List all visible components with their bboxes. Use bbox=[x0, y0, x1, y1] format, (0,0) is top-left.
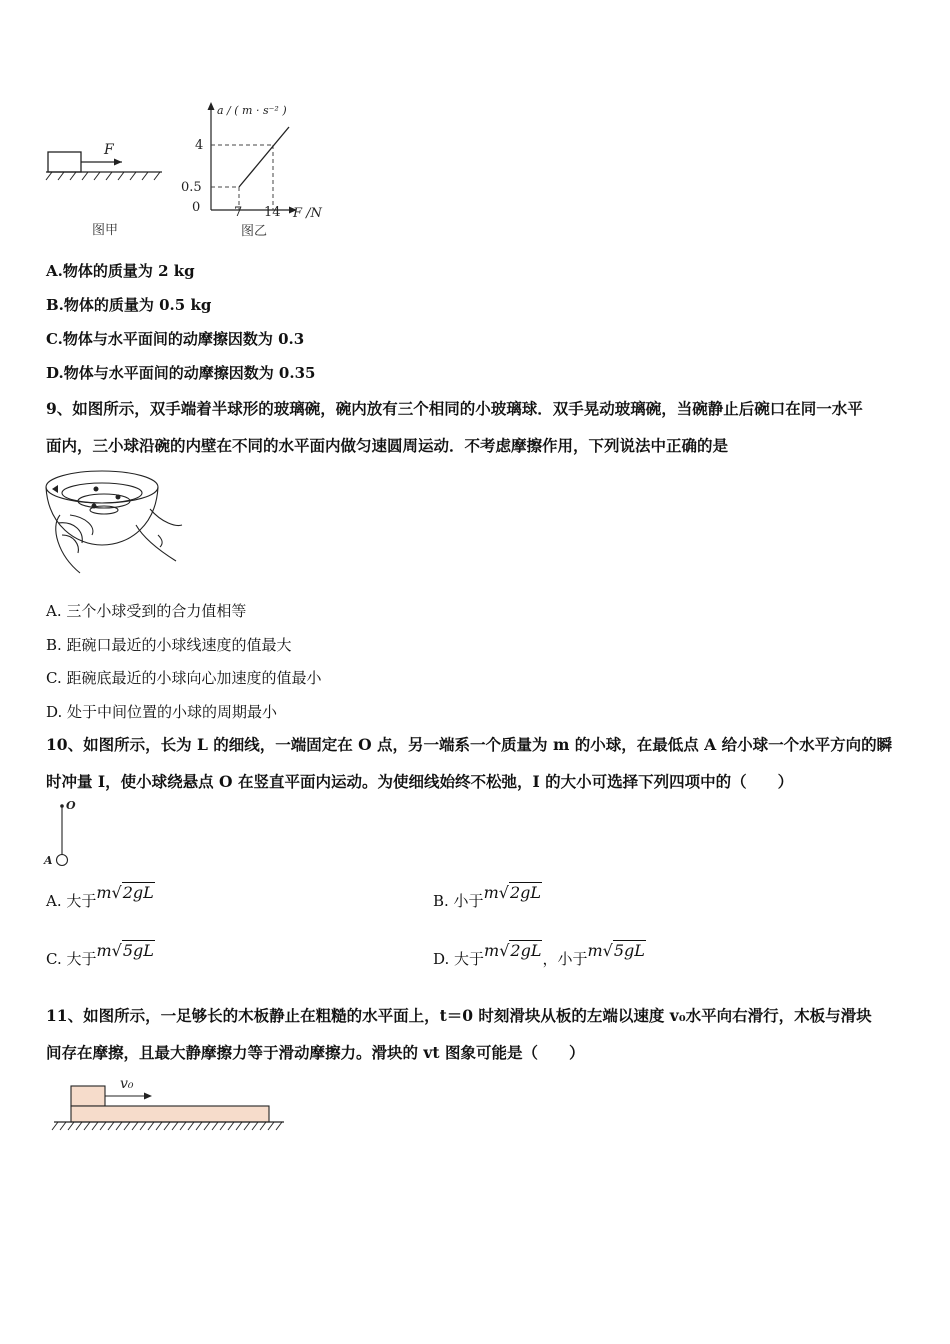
q10-option-d-formula-2 bbox=[587, 941, 645, 960]
figure-bowl-with-hands bbox=[40, 465, 190, 580]
figure-a-F-graph bbox=[175, 98, 340, 243]
mass-symbol: m bbox=[96, 941, 112, 960]
caption-right: 图乙 bbox=[241, 224, 268, 239]
ground-hatch bbox=[52, 1122, 282, 1130]
y-tick-4: 4 bbox=[195, 138, 204, 153]
graph-line bbox=[239, 127, 289, 187]
radicand: 5gL bbox=[122, 941, 154, 960]
figure-board-and-slider bbox=[48, 1070, 293, 1140]
velocity-label: v₀ bbox=[120, 1076, 134, 1092]
q10-option-a bbox=[46, 883, 155, 911]
q10-stem-line1: 10、如图所示，长为 L 的细线，一端固定在 O 点，另一端系一个质量为 m 的小球，在最低点 A 给小球一个水平方向的瞬 bbox=[46, 735, 893, 754]
q10-option-b bbox=[433, 883, 542, 911]
q11-stem-line2: 间存在摩擦，且最大静摩擦力等于滑动摩擦力。滑块的 vt 图象可能是（ ） bbox=[46, 1043, 585, 1062]
q9-stem-line2: 面内，三小球沿碗的内壁在不同的水平面内做匀速圆周运动．不考虑摩擦作用，下列说法中正确的是 bbox=[46, 436, 729, 455]
figure-block-on-surface bbox=[40, 130, 170, 240]
mass-symbol: m bbox=[484, 941, 500, 960]
mass-symbol: m bbox=[483, 883, 499, 902]
q10-stem-line2: 时冲量 I，使小球绕悬点 O 在竖直平面内运动。为使细线始终不松弛，I 的大小可选择下列四项中的（ ） bbox=[46, 772, 794, 791]
q10-option-a-formula bbox=[96, 883, 154, 902]
x-axis-label: F /N bbox=[293, 206, 322, 221]
sqrt-symbol: √ bbox=[602, 941, 613, 960]
q8-option-b: B.物体的质量为 0.5 kg bbox=[46, 296, 212, 314]
q10-option-b-formula bbox=[484, 883, 542, 902]
x-tick-14: 14 bbox=[264, 205, 281, 220]
radicand: 2gL bbox=[510, 941, 542, 960]
q8-option-d: D.物体与水平面间的动摩擦因数为 0.35 bbox=[46, 364, 316, 382]
caption-left: 图甲 bbox=[92, 223, 119, 238]
label-A: A bbox=[44, 854, 53, 867]
q9-option-d: D. 处于中间位置的小球的周期最小 bbox=[46, 703, 278, 721]
figure-pendulum bbox=[40, 798, 90, 870]
q10-option-d-prefix: D. 大于 bbox=[433, 950, 485, 968]
q10-option-c bbox=[46, 941, 155, 969]
q10-option-d bbox=[433, 941, 646, 969]
q10-option-b-prefix: B. 小于 bbox=[433, 892, 484, 910]
origin-label: 0 bbox=[192, 200, 201, 215]
q10-option-a-prefix: A. 大于 bbox=[46, 892, 97, 910]
force-label: F bbox=[104, 142, 114, 158]
q10-option-c-formula bbox=[96, 941, 154, 960]
label-O: O bbox=[66, 799, 76, 812]
radicand: 5gL bbox=[613, 941, 645, 960]
pendulum-ball bbox=[57, 855, 68, 866]
radicand: 2gL bbox=[509, 883, 541, 902]
q11-stem-line1: 11、如图所示，一足够长的木板静止在粗糙的水平面上，t＝0 时刻滑块从板的左端以速度 v₀水平向右滑行，木板与滑块 bbox=[46, 1006, 872, 1025]
sqrt-symbol: √ bbox=[111, 883, 122, 902]
y-axis-label: a / ( m · s⁻² ) bbox=[217, 104, 287, 117]
q10-option-d-formula-1 bbox=[484, 941, 542, 960]
sqrt-symbol: √ bbox=[499, 941, 510, 960]
mass-symbol: m bbox=[96, 883, 112, 902]
mass-symbol: m bbox=[587, 941, 603, 960]
block bbox=[48, 152, 81, 172]
y-tick-0.5: 0.5 bbox=[181, 180, 202, 195]
wooden-board bbox=[71, 1106, 269, 1122]
ground-hatch bbox=[46, 172, 160, 180]
sqrt-symbol: √ bbox=[111, 941, 122, 960]
radicand: 2gL bbox=[122, 883, 154, 902]
q10-option-c-prefix: C. 大于 bbox=[46, 950, 97, 968]
q9-option-b: B. 距碗口最近的小球线速度的值最大 bbox=[46, 636, 292, 654]
q9-option-c: C. 距碗底最近的小球向心加速度的值最小 bbox=[46, 669, 322, 687]
q8-option-a: A.物体的质量为 2 kg bbox=[46, 262, 195, 280]
q8-option-c: C.物体与水平面间的动摩擦因数为 0.3 bbox=[46, 330, 305, 348]
q9-option-a: A. 三个小球受到的合力值相等 bbox=[46, 602, 247, 620]
q9-stem-line1: 9、如图所示，双手端着半球形的玻璃碗，碗内放有三个相同的小玻璃球．双手晃动玻璃碗，当碗静止后碗口在同一水平 bbox=[46, 399, 863, 418]
slider-block bbox=[71, 1086, 105, 1106]
q10-option-d-mid: ，小于 bbox=[542, 950, 588, 968]
dashed-guides bbox=[211, 145, 273, 210]
sqrt-symbol: √ bbox=[498, 883, 509, 902]
x-tick-7: 7 bbox=[234, 205, 243, 220]
